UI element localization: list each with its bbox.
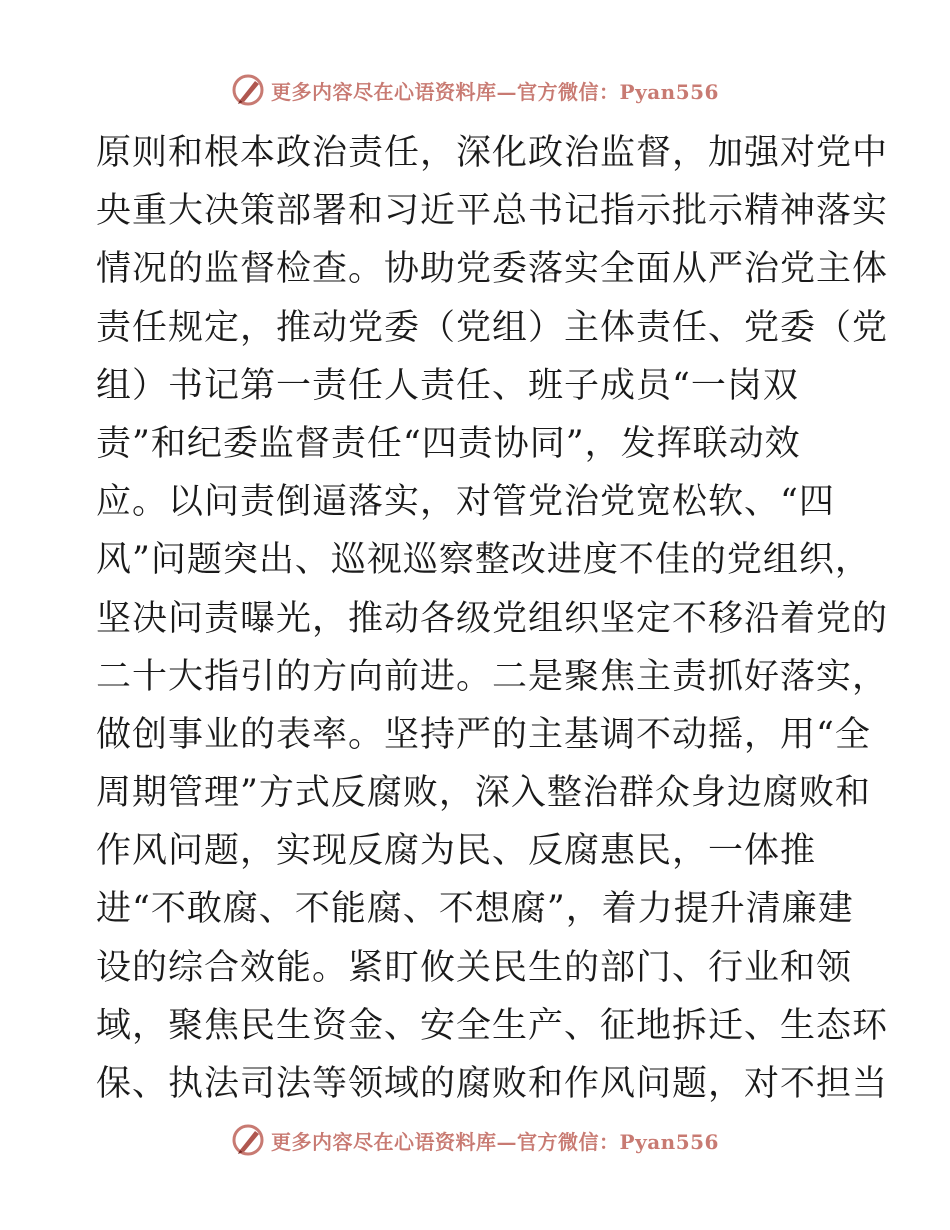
- paragraph-line: 情况的监督检查。协助党委落实全面从严治党主体: [96, 249, 889, 290]
- footer-watermark: [0, 1120, 950, 1160]
- paragraph-line: 进“不敢腐、不能腐、不想腐”，着力提升清廉建: [96, 889, 854, 930]
- paragraph-line: 保、执法司法等领域的腐败和作风问题，对不担当: [96, 1064, 889, 1104]
- paragraph-line: 作风问题，实现反腐为民、反腐惠民，一体推: [96, 831, 817, 872]
- paragraph-line: 设的综合效能。紧盯攸关民生的部门、行业和领: [96, 947, 853, 988]
- paragraph-line: 二十大指引的方向前进。二是聚焦主责抓好落实，: [96, 656, 889, 697]
- paragraph-line: 做创事业的表率。坚持严的主基调不动摇，用“全: [96, 714, 871, 755]
- paragraph-line: 责”和纪委监督责任“四责协同”，发挥联动效: [96, 423, 801, 464]
- watermark-text: 更多内容尽在心语资料库—官方微信：Pyan556: [271, 1129, 719, 1154]
- paragraph-line: 责任规定，推动党委（党组）主体责任、党委（党: [96, 307, 889, 348]
- paragraph-line: 应。以问责倒逼落实，对管党治党宽松软、“四: [96, 482, 835, 523]
- paragraph-line: 原则和根本政治责任，深化政治监督，加强对党中: [96, 133, 889, 173]
- document-body: [96, 124, 889, 1113]
- watermark-text: 更多内容尽在心语资料库—官方微信：Pyan556: [271, 79, 719, 104]
- paragraph-line: 坚决问责曝光，推动各级党组织坚定不移沿着党的: [96, 598, 889, 639]
- paragraph-line: 风”问题突出、巡视巡察整改进度不佳的党组织，: [96, 540, 871, 581]
- header-watermark: [0, 70, 950, 110]
- paragraph-line: 周期管理”方式反腐败，深入整治群众身边腐败和: [96, 773, 871, 814]
- paragraph-line: 组）书记第一责任人责任、班子成员“一岗双: [96, 365, 799, 406]
- paragraph-line: 域，聚焦民生资金、安全生产、征地拆迁、生态环: [96, 1005, 889, 1046]
- paragraph-line: 央重大决策部署和习近平总书记指示批示精神落实: [96, 191, 889, 232]
- pen-circle-logo: [231, 73, 265, 107]
- pen-circle-logo: [231, 1123, 265, 1157]
